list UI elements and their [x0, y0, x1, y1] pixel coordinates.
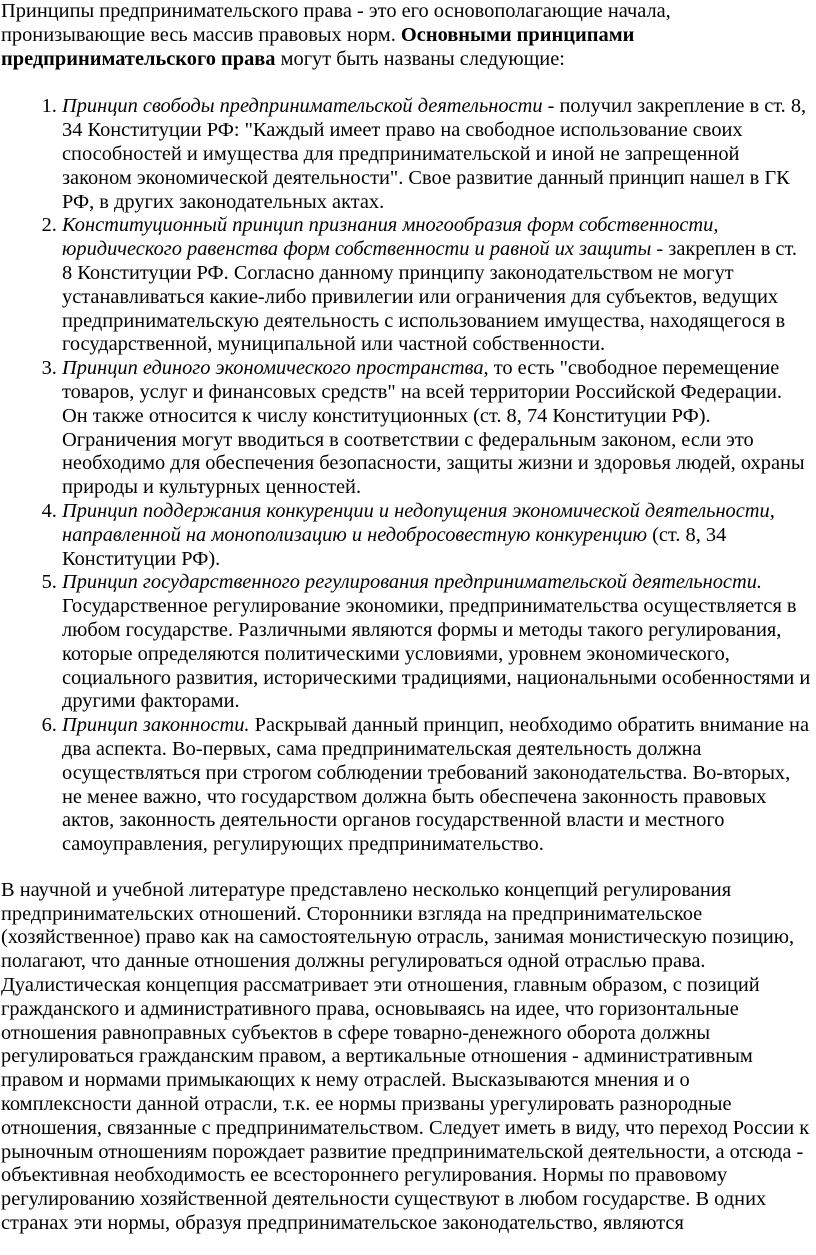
principle-title: Принцип единого экономического пространства [62, 357, 484, 380]
intro-text-after: могут быть названы следующие: [275, 47, 565, 70]
list-item [62, 714, 812, 857]
list-item [62, 571, 812, 714]
list-item [62, 357, 812, 500]
intro-paragraph [1, 0, 812, 71]
closing-paragraph: В научной и учебной литературе представлено несколько концепций регулирования предпринимательских отношений. Сторонники взгляда на предпринимательское (хозяйственное) право как на самостоятельную отрасль, занимая монистическую позицию, полагают, что данные отношения должны регулироваться одной отраслью права. Дуалистическая концепция рассматривает эти отношения, главным образом, с позиций гражданского и административного права, основываясь на идее, что горизонтальные отношения равноправных субъектов в сфере товарно-денежного оборота должны регулироваться гражданским правом, а вертикальные отношения - административным правом и нормами примыкающих к нему отраслей. Высказываются мнения и о комплексности данной отрасли, т.к. ее нормы призваны урегулировать разнородные отношения, связанные с предпринимательством. Следует иметь в виду, что переход России к рыночным отношениям порождает развитие предпринимательской деятельности, а отсюда - объективная необходимость ее всестороннего регулирования. Нормы по правовому регулированию хозяйственной деятельности существуют в любом государстве. В одних странах эти нормы, образуя предпринимательское законодательство, являются [1, 878, 810, 1235]
principle-title: Принцип законности. [62, 714, 250, 737]
principle-title: Конституционный принцип признания многообразия форм собственности, юридического равенства форм собственности и равной их защиты [62, 214, 719, 261]
principle-body: Раскрывай данный принцип, необходимо обратить внимание на два аспекта. Во-первых, сама предпринимательская деятельность должна осуществляться при строгом соблюдении требований законодательства. Во-вторых, не менее важно, что государством должна быть обеспечена законность правовых актов, законность деятельности органов государственной власти и местного самоуправления, регулирующих предпринимательство. [62, 714, 809, 856]
principle-title: Принцип государственного регулирования предпринимательской деятельности. [62, 571, 763, 594]
principles-list [1, 95, 812, 857]
principle-title: Принцип поддержания конкуренции и недопущения экономической деятельности, направленной на монополизацию и недобросовестную конкуренцию [62, 499, 775, 546]
intro-bold-phrase: Основными принципами предпринимательского права [1, 23, 635, 70]
list-item [62, 500, 812, 571]
list-item [62, 214, 812, 357]
intro-text-before: Принципы предпринимательского права - это его основополагающие начала, пронизывающие весь массив правовых норм. [1, 0, 671, 46]
principle-title: Принцип свободы предпринимательской деятельности [62, 95, 543, 118]
principle-body: (ст. 8, 34 Конституции РФ). [62, 523, 727, 570]
list-item [62, 95, 812, 214]
principle-body: - получил закрепление в ст. 8, 34 Конституции РФ: "Каждый имеет право на свободное использование своих способностей и имущества для предпринимательской и иной не запрещенной законом экономической деятельности". Свое развитие данный принцип нашел в ГК РФ, в других законодательных актах. [62, 95, 807, 213]
principle-body: Государственное регулирование экономики, предпринимательства осуществляется в любом государстве. Различными являются формы и методы такого регулирования, которые определяются политическими условиями, уровнем экономического, социального развития, историческими традициями, национальными особенностями и другими факторами. [62, 595, 811, 713]
principle-body: , то есть "свободное перемещение товаров, услуг и финансовых средств" на всей территории Российской Федерации. Он также относится к числу конституционных (ст. 8, 74 Конституции РФ). Ограничения могут вводиться в соответствии с федеральным законом, если это необходимо для обеспечения безопасности, защиты жизни и здоровья людей, охраны природы и культурных ценностей. [62, 357, 805, 499]
principle-body: - закреплен в ст. 8 Конституции РФ. Согласно данному принципу законодательством не могут устанавливаться какие-либо привилегии или ограничения для субъектов, ведущих предпринимательскую деятельность с использованием имущества, находящегося в государственной, муниципальной или частной собственности. [62, 238, 797, 356]
